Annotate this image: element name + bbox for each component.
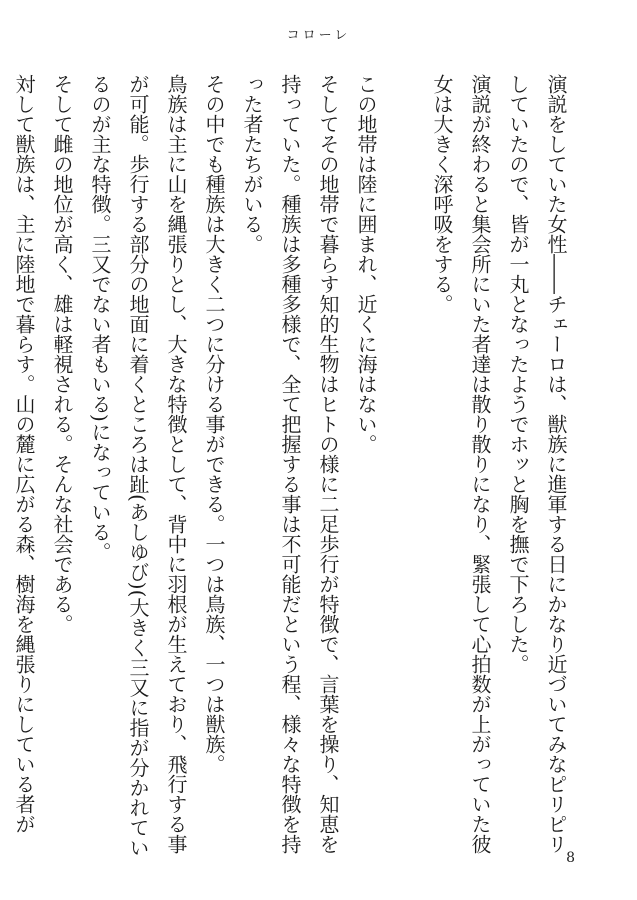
running-head-title: コローレ <box>286 28 351 43</box>
paragraph: その中でも種族は大きく二つに分ける事ができる。一つは鳥族、一つは獣族。 <box>202 74 226 774</box>
paragraph: 鳥族は主に山を縄張りとし、大きな特徴として、背中に羽根が生えており、飛行する事が可能。歩行する部分の地面に着くところは趾(あしゆび)(大きく三又に指が分かれているのが主な特徴。三又でない者もいる)になっている。 <box>88 74 188 858</box>
paragraph: 演説が終わると集会所にいた者達は散り散りになり、緊張して心拍数が上がっていた彼女は大きく深呼吸をする。 <box>430 74 492 854</box>
paragraph: 対して獣族は、主に陸地で暮らす。山の麓に広がる森、樹海を縄張りにしている者が <box>12 74 36 834</box>
blank-line <box>385 74 423 864</box>
paragraph: そして雌の地位が高く、雄は軽視される。そんな社会である。 <box>50 74 74 634</box>
page-number: 8 <box>566 850 575 866</box>
paragraph: この地帯は陸に囲まれ、近くに海はない。 <box>354 74 378 454</box>
paragraph: 演説をしていた女性――チェーロは、獣族に進軍する日にかなり近づいてみなピリピリしていたので、皆が一丸となったようでホッと胸を撫で下ろした。 <box>506 74 568 854</box>
vertical-text-body <box>12 74 575 864</box>
paragraph: そしてその地帯で暮らす知的生物はヒトの様に二足歩行が特徴で、言葉を操り、知恵を持っていた。種族は多種多様で、全て把握する事は不可能だという程、様々な特徴を持った者たちがいる。 <box>240 74 340 854</box>
